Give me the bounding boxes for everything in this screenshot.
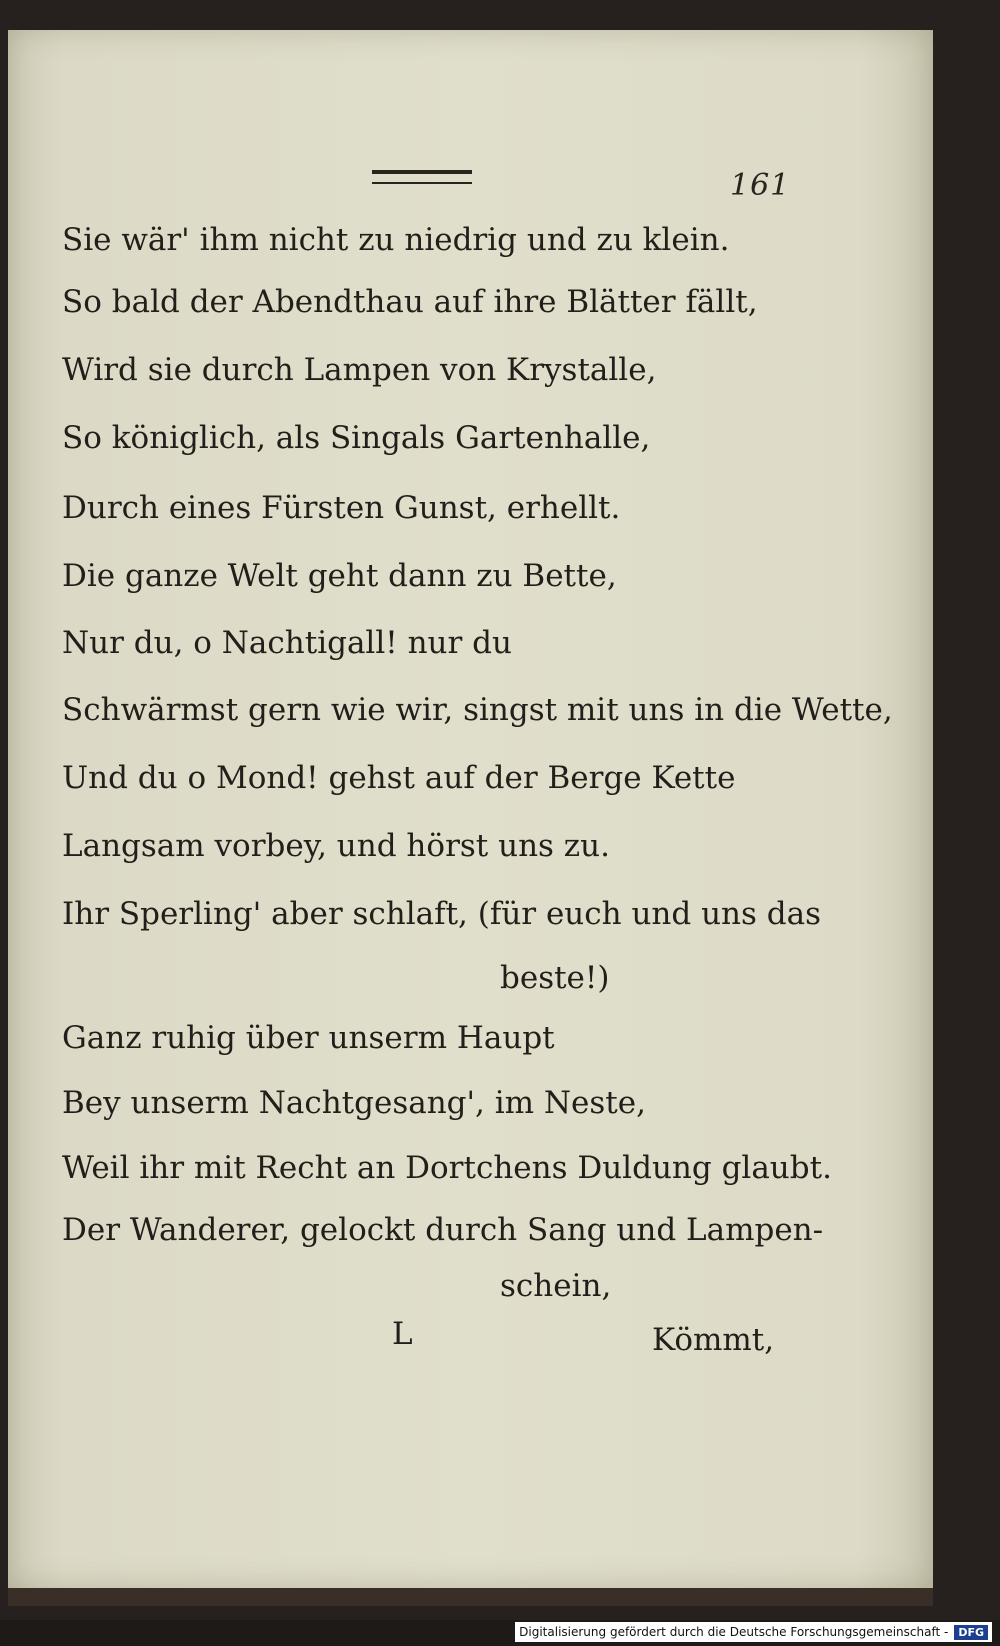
verse-line-15-continuation: schein, [500,1268,612,1304]
page-number: 161 [730,168,791,203]
page-edge [8,1588,933,1606]
header-rule-thick [372,170,472,174]
footer-text: Digitalisierung gefördert durch die Deutsche Forschungsgemeinschaft - [519,1625,949,1639]
verse-line-9: Und du o Mond! gehst auf der Berge Kette [62,760,736,796]
verse-line-10: Langsam vorbey, und hörst uns zu. [62,828,610,864]
verse-line-15: Der Wanderer, gelockt durch Sang und Lampen- [62,1212,824,1248]
verse-line-8: Schwärmst gern wie wir, singst mit uns in die Wette, [62,692,893,728]
verse-line-11: Ihr Sperling' aber schlaft, (für euch und uns das [62,896,822,932]
catchword: Kömmt, [652,1322,775,1358]
verse-line-6: Die ganze Welt geht dann zu Bette, [62,558,617,594]
verse-line-13: Bey unserm Nachtgesang', im Neste, [62,1085,646,1121]
verse-line-12: Ganz ruhig über unserm Haupt [62,1020,555,1056]
verse-line-11-continuation: beste!) [500,960,610,996]
digitization-footer [515,1622,992,1642]
verse-line-4: So königlich, als Singals Gartenhalle, [62,420,651,456]
verse-line-7: Nur du, o Nachtigall! nur du [62,625,512,661]
verse-line-14: Weil ihr mit Recht an Dortchens Duldung glaubt. [62,1150,832,1186]
verse-line-2: So bald der Abendthau auf ihre Blätter fällt, [62,284,758,320]
book-page [8,30,933,1588]
header-rule-thin [372,182,472,184]
dfg-logo: DFG [954,1625,988,1640]
verse-line-3: Wird sie durch Lampen von Krystalle, [62,352,657,388]
signature-mark: L [392,1316,413,1352]
verse-line-5: Durch eines Fürsten Gunst, erhellt. [62,490,621,526]
verse-line-1: Sie wär' ihm nicht zu niedrig und zu klein. [62,222,730,258]
